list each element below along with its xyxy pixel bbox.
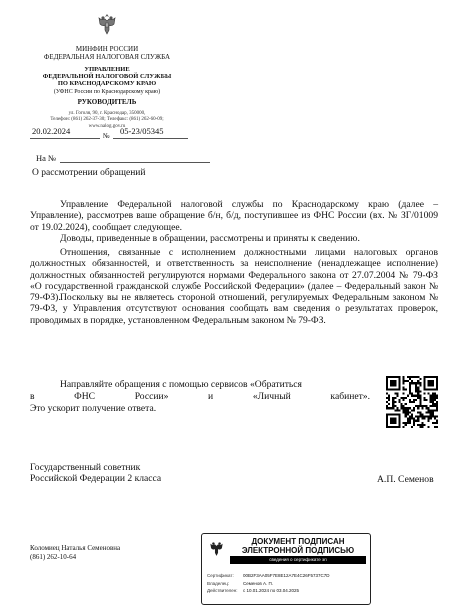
author-info [30,544,120,562]
paragraph-4 [30,292,438,326]
registration-number-label: № [103,132,110,140]
cta-word: России» [134,391,169,402]
date-underline [30,138,100,139]
cta-word: в [30,391,35,402]
stamp-title-1: ДОКУМЕНТ ПОДПИСАН [251,537,345,546]
department-line1: УПРАВЛЕНИЕ [84,66,130,73]
subject-line: О рассмотрении обращений [32,168,146,178]
position-title: РУКОВОДИТЕЛЬ [77,98,137,106]
number-underline [113,138,188,139]
cta-line-1: Направляйте обращения с помощью сервисов «Обратиться [60,379,302,390]
author-name: Коломиец Наталья Семеновна [30,544,121,552]
cert-label: Сертификат: [207,573,234,578]
service-name: ФЕДЕРАЛЬНАЯ НАЛОГОВАЯ СЛУЖБА [43,53,171,61]
qr-code-icon[interactable] [386,376,438,428]
stamp-row [207,572,367,580]
cta-word: кабинет». [330,391,370,402]
cta-line-2 [30,391,370,402]
stamp-emblem-icon [208,539,225,559]
address: ул. Гоголя, 90, г. Краснодар, 350000, [68,111,146,116]
department-line3: ПО КРАСНОДАРСКОМУ КРАЮ [57,80,157,87]
reference-label: На № [36,153,57,163]
paragraph-1-text: Управление Федеральной налоговой службы по Краснодарскому краю (далее – Управление), рассмотрев ваше обращение б/н, б/д, поступившее из ФНС России (вх. № ЗГ/01009 от 19.02.2024), сообщает следующее. [30,199,438,233]
paragraph-3-text: Отношения, связанные с исполнением должностными лицами налоговых органов должностных обязанностей, и ответственность за неисполнение (ненадлежащее исполнение) должностных обязанностей регулируются нормами Федерального закона от 27.07.2004 № 79-ФЗ «О государственной гражданской службе Российской Федерации» (далее – Федеральный закон № 79-ФЗ). [30,247,438,304]
cta-word: и [208,391,214,402]
russian-emblem-icon [96,12,118,38]
ministry-name: МИНФИН РОССИИ [75,45,139,53]
reference-underline [60,162,210,163]
owner-value: Семенов А. П. [243,580,273,586]
cert-value: 00B2F3AA05F7E8E12A7E4C26F5737C7D [243,573,330,578]
department-line2: ФЕДЕРАЛЬНОЙ НАЛОГОВОЙ СЛУЖБЫ [42,73,172,80]
signatory-title-line2: Российской Федерации 2 класса [30,473,162,485]
paragraph-1 [30,199,438,233]
author-phone: (861) 262-10-64 [30,553,77,561]
owner-label: Владелец: [207,580,230,586]
stamp-band: сведения о сертификате эп [230,556,366,564]
cta-word: ФНС [74,391,96,402]
signatory-title-line1: Государственный советник [30,462,141,473]
stamp-row [207,587,367,595]
valid-label: Действителен: [207,588,238,593]
signatory-name: А.П. Семенов [377,474,434,485]
signatory-title [30,462,161,485]
stamp-row [207,580,367,588]
cta-line-3: Это ускорит получение ответа. [30,403,157,414]
paragraph-2-text: Доводы, приведенные в обращении, рассмотрены и приняты к сведению. [60,233,360,244]
stamp-details [207,572,367,595]
phone: Телефон: (861) 262-37-30; Телефакс: (861) 262-60-09; [50,117,164,122]
electronic-signature-stamp [201,533,371,605]
registration-date: 20.02.2024 [32,126,71,136]
registration-number: 05-23/05345 [120,126,164,136]
department-short: (УФНС России по Краснодарскому краю) [53,89,161,95]
website: www.nalog.gov.ru [88,124,126,129]
paragraph-2 [30,233,438,244]
paragraph-4-text: Поскольку вы не являетесь стороной отношений, регулируемых Федеральным законом № 79-ФЗ, у Управления отсутствуют основания сообщать вам сведения о результатах проверок, проводимых в порядке, установленном Федеральным законом № 79-ФЗ. [30,292,438,326]
cta-word: «Личный [252,391,291,402]
valid-value: с 10.01.2024 по 03.04.2025 [243,588,299,593]
stamp-title-2: ЭЛЕКТРОННОЙ ПОДПИСЬЮ [241,546,355,555]
